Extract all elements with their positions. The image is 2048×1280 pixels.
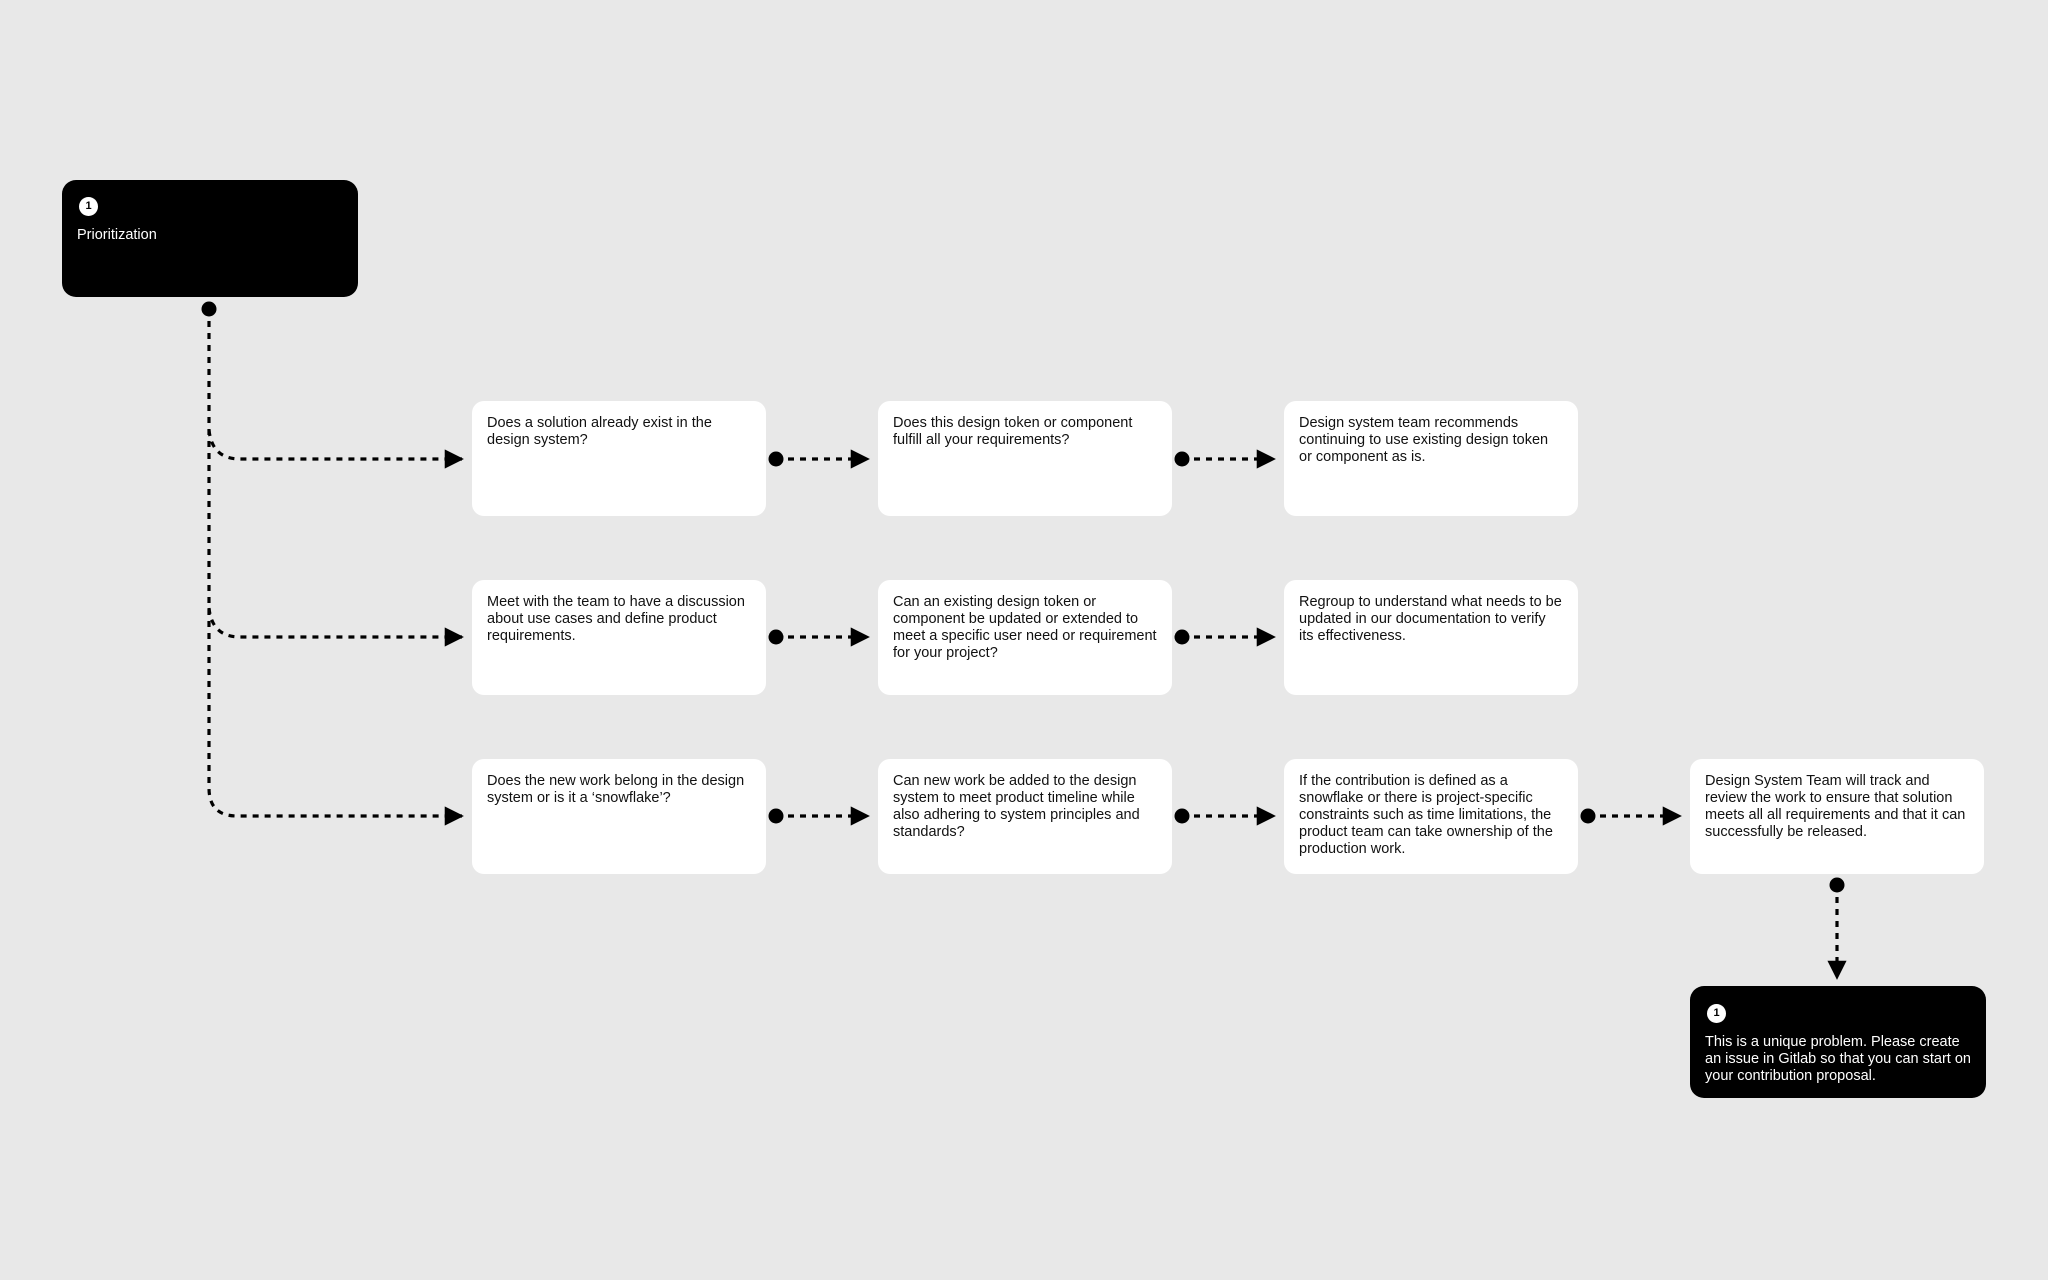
step-r1-3[interactable]: Design system team recommends continuing to use existing design token or component as is. [1284, 401, 1578, 516]
step-r2-2[interactable]: Can an existing design token or component be updated or extended to meet a specific user need or requirement for your project? [878, 580, 1172, 695]
connector-dot [1581, 809, 1596, 824]
start-node-label: Prioritization [77, 227, 157, 243]
end-node-label: This is a unique problem. Please create an issue in Gitlab so that you can start on your contribution proposal. [1705, 1034, 1971, 1084]
connector-dot [769, 452, 784, 467]
step-number-badge: 1 [79, 197, 98, 216]
connector-dot [1175, 809, 1190, 824]
step-r2-1[interactable]: Meet with the team to have a discussion about use cases and define product requirements. [472, 580, 766, 695]
connector-dot [769, 630, 784, 645]
step-r1-1[interactable]: Does a solution already exist in the design system? [472, 401, 766, 516]
start-node-prioritization[interactable] [62, 180, 358, 297]
step-r3-4[interactable]: Design System Team will track and review the work to ensure that solution meets all all requirements and that it can successfully be released. [1690, 759, 1984, 874]
step-r1-2[interactable]: Does this design token or component fulfill all your requirements? [878, 401, 1172, 516]
step-r3-2[interactable]: Can new work be added to the design system to meet product timeline while also adhering to system principles and standards? [878, 759, 1172, 874]
connector-dot [769, 809, 784, 824]
connector-dot [1830, 878, 1845, 893]
connector-branch-row1 [209, 430, 462, 459]
connector-trunk [209, 309, 462, 816]
connector-branch-row2 [209, 608, 462, 637]
step-r3-3[interactable]: If the contribution is defined as a snowflake or there is project-specific constraints such as time limitations, the product team can take ownership of the production work. [1284, 759, 1578, 874]
step-number-badge: 1 [1707, 1004, 1726, 1023]
connector-dot [202, 302, 217, 317]
step-r3-1[interactable]: Does the new work belong in the design system or is it a ‘snowflake’? [472, 759, 766, 874]
step-r2-3[interactable]: Regroup to understand what needs to be updated in our documentation to verify its effectiveness. [1284, 580, 1578, 695]
connector-dot [1175, 630, 1190, 645]
end-node-unique-problem[interactable] [1690, 986, 1986, 1098]
connector-dot [1175, 452, 1190, 467]
